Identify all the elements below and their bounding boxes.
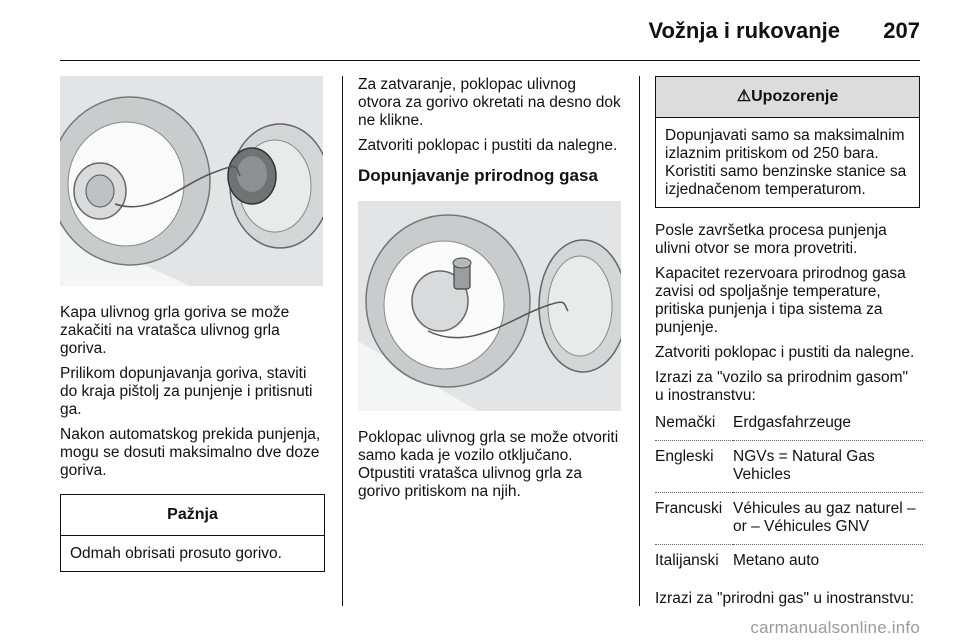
paragraph: Izrazi za "prirodni gas" u inostranstvu: — [655, 590, 915, 607]
notice-title: Pažnja — [61, 495, 324, 536]
paragraph: Izrazi za "vozilo sa prirodnim gasom" u inostranstvu: — [655, 369, 909, 404]
column-divider-2 — [639, 76, 640, 606]
warning-title: Upozorenje — [751, 88, 839, 105]
warning-box — [655, 76, 920, 208]
term-value: Véhicules au gaz naturel – or – Véhicules GNV — [733, 493, 923, 545]
term-language: Nemački — [655, 414, 716, 431]
term-language: Francuski — [655, 493, 733, 545]
notice-box — [60, 494, 325, 572]
paragraph: Kapacitet rezervoara prirodnog gasa zavisi od spoljašnje temperature, pritiska punjenja i tipa sistema za punjenje. — [655, 265, 906, 336]
table-row — [655, 441, 923, 493]
table-row — [655, 493, 923, 545]
figure-caption: Kapa ulivnog grla goriva se može zakačiti na vratašca ulivnog grla goriva. — [60, 304, 290, 357]
term-language: Engleski — [655, 441, 733, 493]
figure-caption: Poklopac ulivnog grla se može otvoriti samo kada je vozilo otključano. Otpustiti vratašca ulivnog grla za gorivo pritiskom na njih. — [358, 429, 619, 500]
warning-triangle-icon: ⚠ — [736, 88, 752, 105]
page-number: 207 — [883, 18, 920, 43]
term-language: Italijanski — [655, 545, 733, 579]
term-value: Metano auto — [733, 545, 923, 579]
column-1 — [60, 76, 325, 572]
column-divider-1 — [342, 76, 343, 606]
paragraph: Zatvoriti poklopac i pustiti da nalegne. — [655, 344, 915, 361]
paragraph: Zatvoriti poklopac i pustiti da nalegne. — [358, 137, 618, 154]
table-row — [655, 545, 923, 579]
terms-table — [655, 407, 923, 578]
paragraph: Za zatvaranje, poklopac ulivnog otvora za gorivo okretati na desno dok ne klikne. — [358, 76, 621, 129]
column-3 — [655, 76, 920, 615]
column-2 — [358, 76, 623, 508]
warning-header — [656, 77, 919, 118]
watermark: carmanualsonline.info — [750, 618, 920, 637]
term-value: Erdgasfahrzeuge — [733, 414, 852, 431]
term-value: NGVs = Natural Gas Vehicles — [733, 441, 923, 493]
table-row — [655, 407, 923, 441]
paragraph: Posle završetka procesa punjenja ulivni otvor se mora provetriti. — [655, 222, 887, 257]
paragraph: Prilikom dopunjavanja goriva, staviti do kraja pištolj za punjenje i pritisnuti ga. — [60, 365, 313, 418]
paragraph: Nakon automatskog prekida punjenja, mogu se dosuti maksimalno dve doze goriva. — [60, 426, 321, 479]
page-header-title: Vožnja i rukovanje — [648, 18, 840, 43]
fuel-cap-illustration — [60, 76, 323, 286]
section-heading: Dopunjavanje prirodnog gasa — [358, 166, 598, 185]
warning-text: Dopunjavati samo sa maksimalnim izlaznim pritiskom od 250 bara. Koristiti samo benzinske stanice sa izjednačenom temperaturom. — [665, 127, 907, 198]
header-rule — [60, 60, 920, 61]
gas-filler-illustration — [358, 201, 621, 411]
notice-text: Odmah obrisati prosuto gorivo. — [70, 545, 282, 562]
